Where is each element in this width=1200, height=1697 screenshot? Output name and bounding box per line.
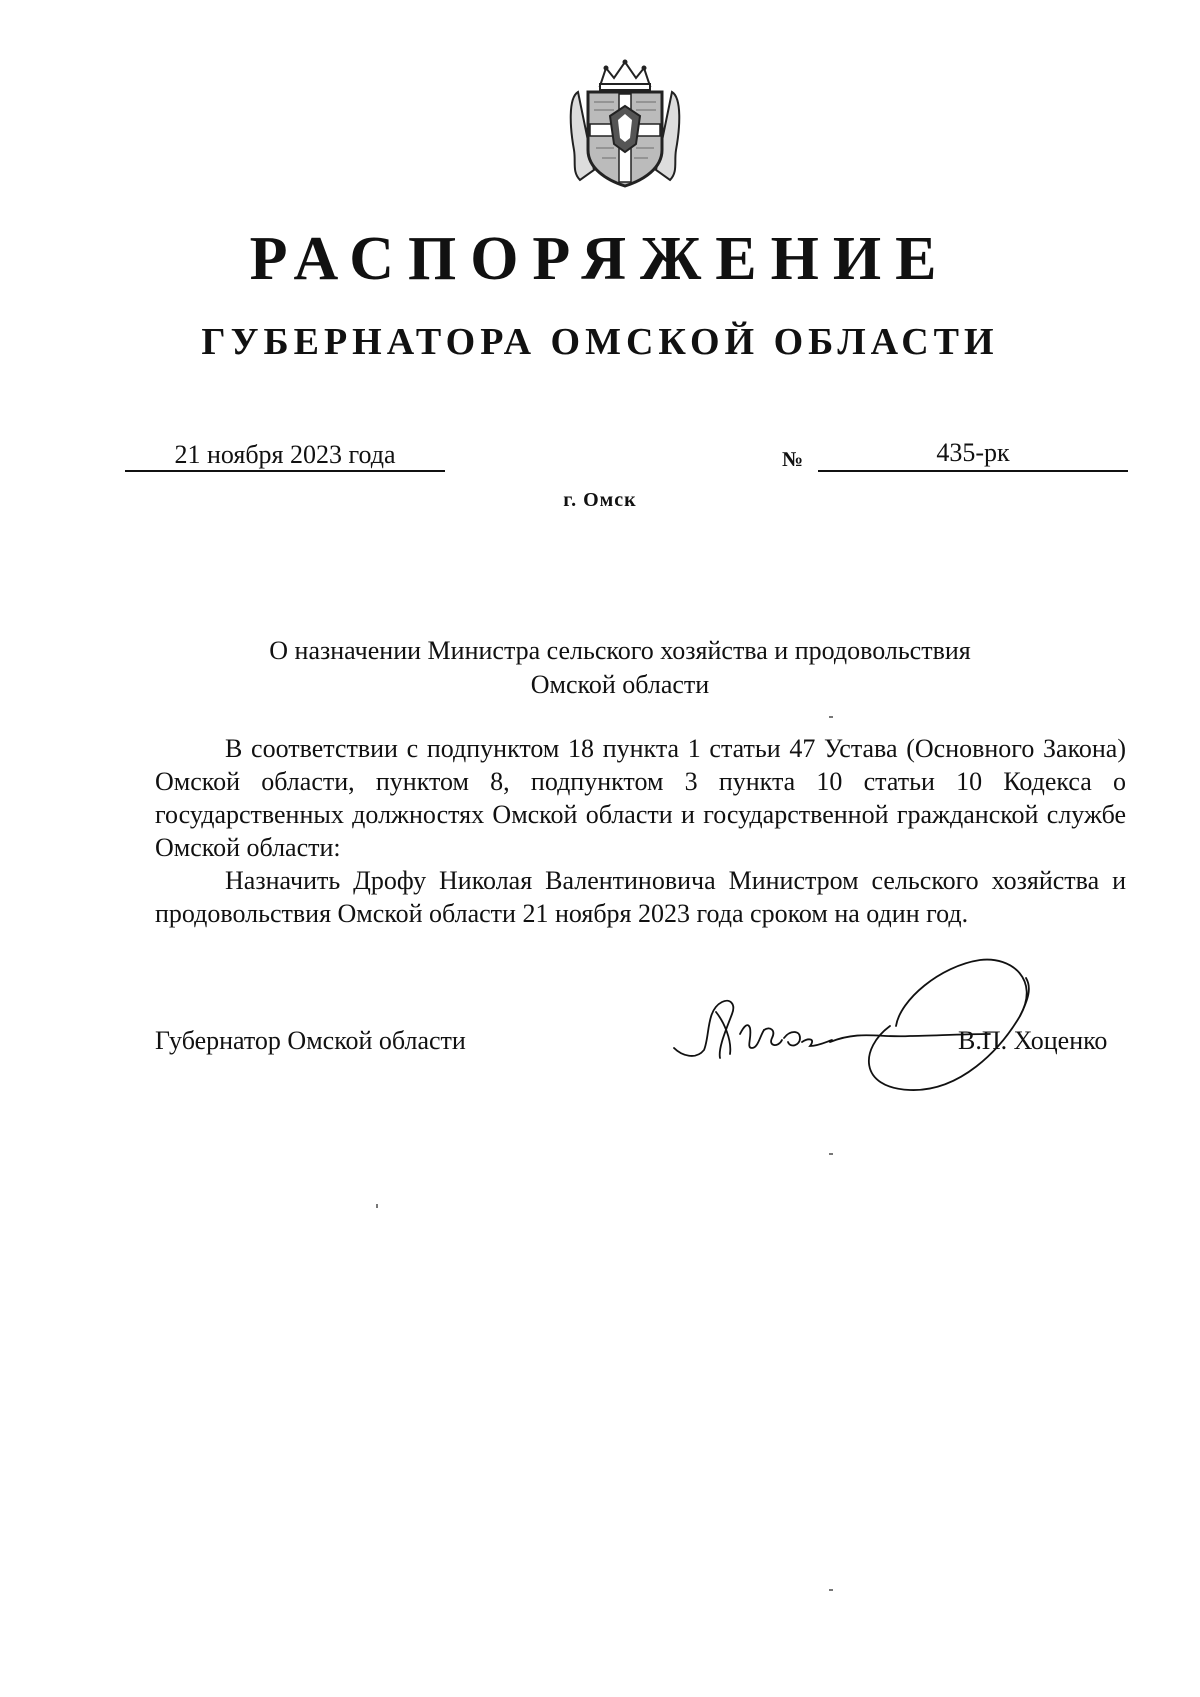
coat-of-arms-icon xyxy=(566,58,684,190)
body-paragraph-2: Назначить Дрофу Николая Валентиновича Министром сельского хозяйства и продовольствия Омской области 21 ноября 2023 года сроком на один год. xyxy=(155,866,1126,928)
date-underline xyxy=(125,470,445,472)
scan-speck xyxy=(829,1589,833,1591)
document-city: г. Омск xyxy=(563,489,637,511)
body-paragraph-1: В соответствии с подпунктом 18 пункта 1 статьи 47 Устава (Основного Закона) Омской области, пунктом 8, подпунктом 3 пункта 10 статьи 10 Кодекса о государственных должностях Омской области и государственной гражданской службе Омской области: xyxy=(155,734,1126,862)
subject-line-1: О назначении Министра сельского хозяйства и продовольствия xyxy=(269,636,971,665)
document-body xyxy=(155,732,1126,930)
document-subtitle: ГУБЕРНАТОРА ОМСКОЙ ОБЛАСТИ xyxy=(201,321,999,363)
signatory-position: Губернатор Омской области xyxy=(155,1026,466,1055)
document-subject xyxy=(240,634,1000,702)
document-date: 21 ноября 2023 года xyxy=(174,440,396,469)
signatory-name: В.П. Хоценко xyxy=(958,1026,1108,1055)
number-label: № xyxy=(782,447,804,471)
subject-line-2: Омской области xyxy=(530,670,710,699)
scan-speck xyxy=(829,1153,833,1155)
document-title: РАСПОРЯЖЕНИЕ xyxy=(249,225,951,293)
document-number: 435-рк xyxy=(936,438,1010,467)
scan-speck xyxy=(376,1204,378,1208)
handwritten-signature-icon xyxy=(660,930,1100,1095)
number-underline xyxy=(818,470,1128,472)
scan-speck xyxy=(829,716,833,718)
